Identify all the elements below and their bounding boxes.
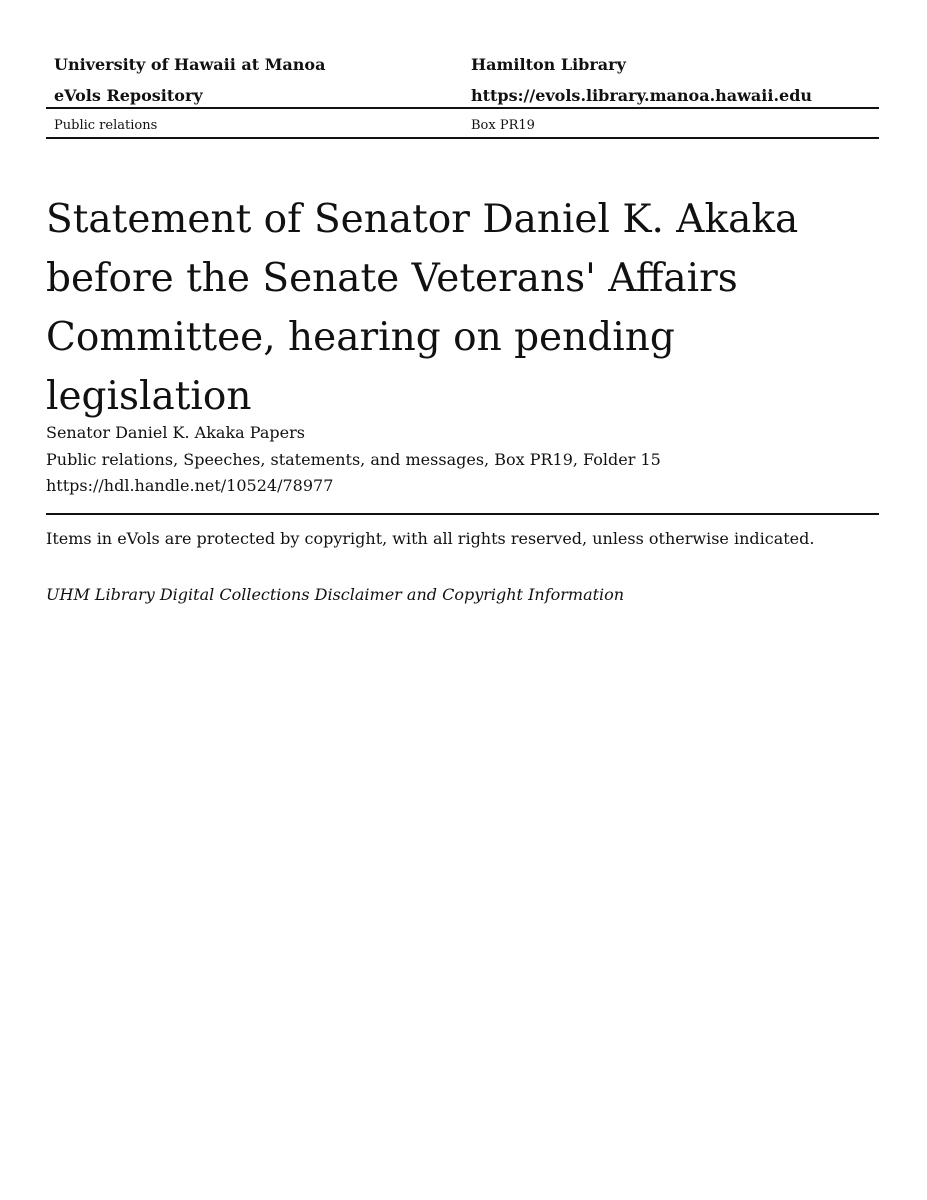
repository-name: eVols Repository bbox=[54, 86, 203, 105]
header-divider-top bbox=[46, 107, 879, 109]
folder-location: Public relations, Speeches, statements, and messages, Box PR19, Folder 15 bbox=[46, 449, 661, 469]
header-divider-bottom bbox=[46, 137, 879, 139]
handle-link[interactable]: https://hdl.handle.net/10524/78977 bbox=[46, 476, 334, 495]
collection-name: Senator Daniel K. Akaka Papers bbox=[46, 423, 305, 442]
copyright-notice: Items in eVols are protected by copyright, with all rights reserved, unless otherwise indicated. bbox=[46, 529, 815, 548]
institution-name: University of Hawaii at Manoa bbox=[54, 55, 326, 74]
disclaimer-link[interactable]: UHM Library Digital Collections Disclaimer and Copyright Information bbox=[46, 585, 625, 604]
library-name: Hamilton Library bbox=[471, 55, 626, 74]
document-title: Statement of Senator Daniel K. Akaka before the Senate Veterans' Affairs Committee, hearing on pending legislation bbox=[46, 197, 799, 419]
collection-series: Public relations bbox=[54, 118, 158, 133]
metadata-divider bbox=[46, 513, 879, 515]
repository-url-link[interactable]: https://evols.library.manoa.hawaii.edu bbox=[471, 86, 813, 105]
document-metadata bbox=[46, 420, 661, 500]
box-label: Box PR19 bbox=[471, 118, 535, 133]
